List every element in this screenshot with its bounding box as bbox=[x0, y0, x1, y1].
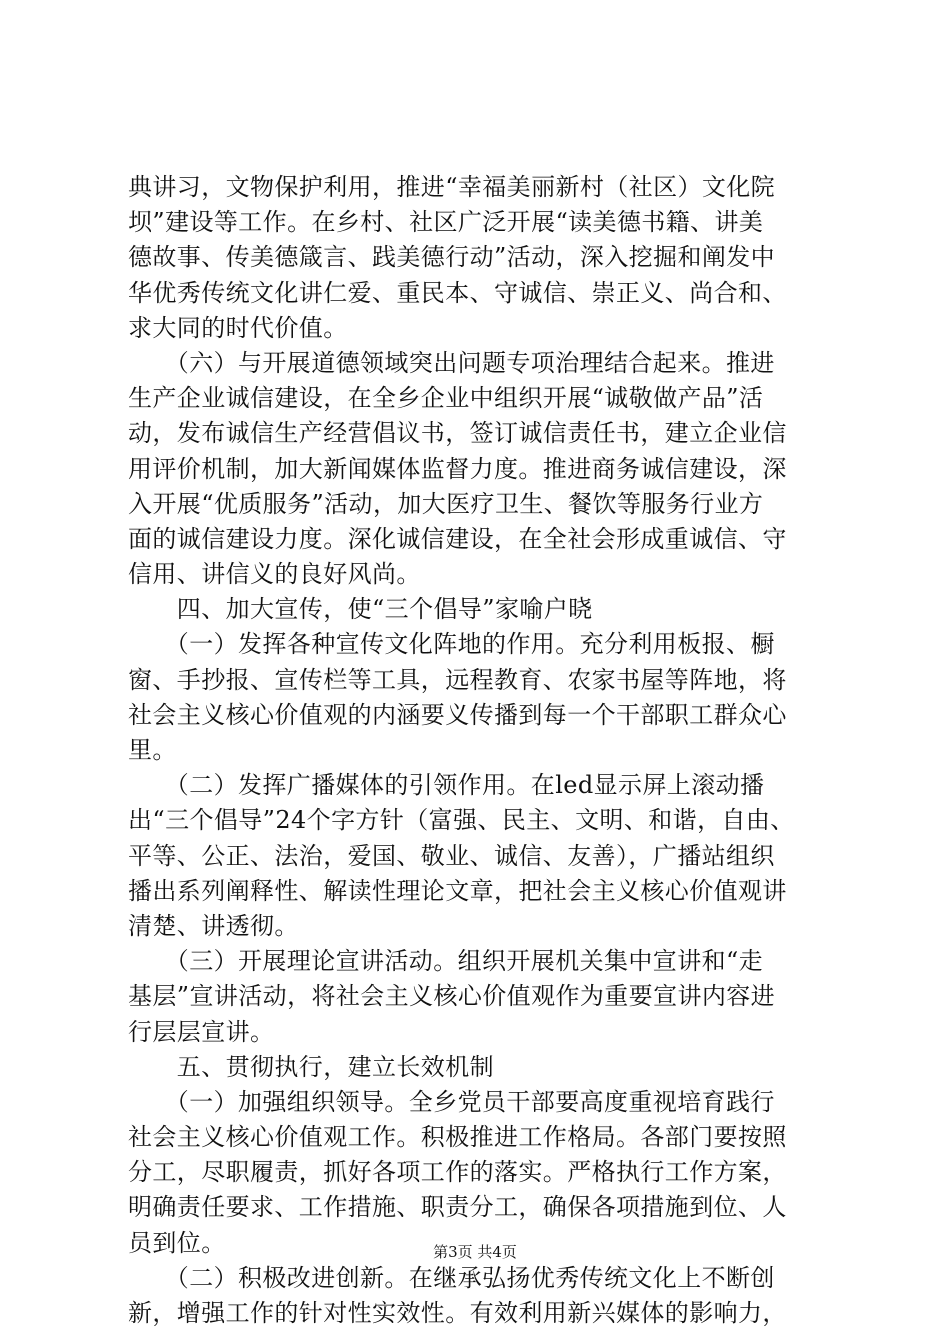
text-line: 播出系列阐释性、解读性理论文章，把社会主义核心价值观讲 bbox=[128, 876, 787, 905]
text-line: 用评价机制，加大新闻媒体监督力度。推进商务诚信建设，深 bbox=[128, 454, 787, 483]
text-line: 里。 bbox=[128, 736, 177, 764]
text-line: 清楚、讲透彻。 bbox=[128, 911, 299, 940]
text-line: 动，发布诚信生产经营倡议书，签订诚信责任书，建立企业信 bbox=[128, 419, 787, 448]
text-line: 华优秀传统文化讲仁爱、重民本、守诚信、崇正义、尚合和、 bbox=[128, 278, 787, 307]
text-line: 四、加大宣传，使“三个倡导”家喻户晓 bbox=[128, 595, 593, 624]
text-line: 五、贯彻执行，建立长效机制 bbox=[128, 1052, 494, 1081]
text-line: （三）开展理论宣讲活动。组织开展机关集中宣讲和“走 bbox=[128, 947, 764, 976]
page-footer: 第3页 共4页 bbox=[433, 1243, 517, 1261]
text-line: 窗、手抄报、宣传栏等工具，远程教育、农家书屋等阵地，将 bbox=[128, 665, 787, 694]
text-line: 入开展“优质服务”活动，加大医疗卫生、餐饮等服务行业方 bbox=[128, 489, 764, 518]
text-line: 面的诚信建设力度。深化诚信建设，在全社会形成重诚信、守 bbox=[128, 524, 787, 553]
text-line: 生产企业诚信建设，在全乡企业中组织开展“诚敬做产品”活 bbox=[128, 384, 764, 413]
text-line: 行层层宣讲。 bbox=[128, 1017, 275, 1046]
text-line: 德故事、传美德箴言、践美德行动”活动，深入挖掘和阐发中 bbox=[128, 243, 776, 272]
text-line: 明确责任要求、工作措施、职责分工，确保各项措施到位、人 bbox=[128, 1193, 787, 1222]
text-line: （一）加强组织领导。全乡党员干部要高度重视培育践行 bbox=[128, 1087, 775, 1116]
text-line: （六）与开展道德领域突出问题专项治理结合起来。推进 bbox=[128, 348, 775, 377]
text-line: 新，增强工作的针对性实效性。有效利用新兴媒体的影响力， bbox=[128, 1299, 787, 1327]
text-line: 分工，尽职履责，抓好各项工作的落实。严格执行工作方案， bbox=[128, 1158, 787, 1187]
text-line: （二）积极改进创新。在继承弘扬优秀传统文化上不断创 bbox=[128, 1263, 775, 1292]
text-line: 坝”建设等工作。在乡村、社区广泛开展“读美德书籍、讲美 bbox=[128, 208, 764, 237]
text-line: 员到位。 bbox=[128, 1228, 226, 1257]
document-body bbox=[128, 170, 833, 1331]
text-line: （一）发挥各种宣传文化阵地的作用。充分利用板报、橱 bbox=[128, 630, 775, 659]
text-line: 社会主义核心价值观工作。积极推进工作格局。各部门要按照 bbox=[128, 1123, 787, 1152]
text-line: 信用、讲信义的良好风尚。 bbox=[128, 560, 421, 589]
text-line: 出“三个倡导”24个字方针（富强、民主、文明、和谐，自由、 bbox=[128, 806, 795, 835]
text-line: 平等、公正、法治，爱国、敬业、诚信、友善），广播站组织 bbox=[128, 841, 775, 870]
text-line: 典讲习，文物保护利用，推进“幸福美丽新村（社区）文化院 bbox=[128, 173, 776, 201]
text-line: （二）发挥广播媒体的引领作用。在led显示屏上滚动播 bbox=[128, 771, 765, 800]
text-line: 基层”宣讲活动，将社会主义核心价值观作为重要宣讲内容进 bbox=[128, 982, 776, 1011]
text-line: 社会主义核心价值观的内涵要义传播到每一个干部职工群众心 bbox=[128, 700, 787, 729]
text-line: 求大同的时代价值。 bbox=[128, 313, 348, 342]
